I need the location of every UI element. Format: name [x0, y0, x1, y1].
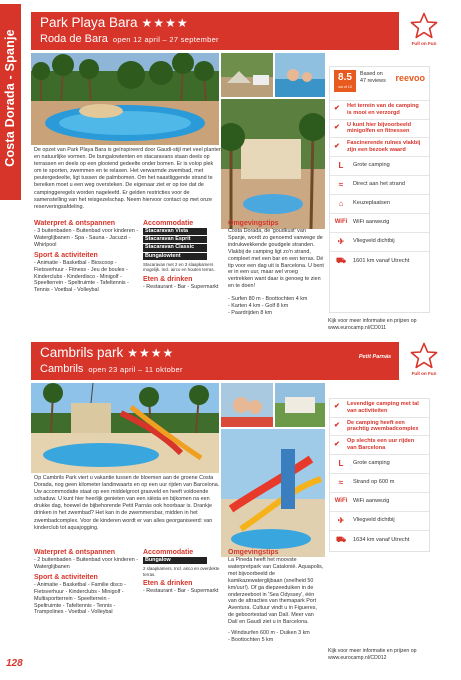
airplane-icon: ✈ [337, 515, 345, 525]
accommodatie-section: Accommodatie Stacaravan Vista Stacaravan Esprit Stacaravan Classic Bungalowtent Stacaravan met 2 en 3 slaapkamers mogelijk. Incl. airco en houten terras. Eten & drinken - Restaurant - Bar - Supermarkt [143, 220, 219, 290]
highlight-item: ✔ Levendige camping met tal van activiteiten [330, 399, 429, 418]
highlight-item: ✔ Fascinerende ruïnes vlakbij zijn een bezoek waard [330, 138, 429, 157]
star-icon [410, 342, 438, 370]
star-rating: ★★★★ [127, 346, 175, 360]
beach-icon: ≈ [338, 179, 344, 189]
car-icon: ⛟ [335, 535, 347, 544]
omgeving-section: Omgevingstips Costa Dorada, de 'goudkust' van Spanje, wordt zo genoemd vanwege de indrukwekkende goudgele stranden. Vlakbij de camping ligt zo'n strand, compleet met een bar en een terras. Dé tip voor een dag uit is Barcelona. U bent er in een uur, maar wel vroeg vertrekken want daar is genoeg te zien en te doen! - Surfen 80 m - Boottochten 4 km - Karten 4 km - Golf 8 km - Paardrijden 8 km [228, 220, 324, 316]
park-photo-tents [221, 53, 273, 97]
facility-item: L Grote camping [330, 157, 429, 176]
facility-item: ≈ Direct aan het strand [330, 176, 429, 195]
facility-item: ⛟ 1601 km vanaf Utrecht [335, 256, 410, 265]
park-location: Roda de Bara [40, 33, 108, 45]
highlight-item: ✔ De camping heeft een prachtig zwembadcomplex [330, 418, 429, 437]
waterpret-section: Waterpret & ontspannen - 2 buitenbaden - Buitenbad voor kinderen - Waterglijbanen Sport & activiteiten - Animatie - Basketbal - Familie disco - Fietsverhuur - Kinderclubs - Minigolf - Multisportterrein - Speelterrein - Speltruimte - Tafeltennis - Tennis - Trampolines - Voetbal - Volleybal [34, 549, 138, 616]
sidebar [0, 0, 21, 680]
park-location: Cambrils [40, 363, 84, 375]
beach-icon: ≈ [338, 477, 344, 487]
car-icon: ⛟ [335, 256, 347, 265]
check-icon: ✔ [334, 403, 340, 411]
pool-size-icon: L [338, 160, 344, 170]
park-header [31, 342, 399, 380]
more-info-link[interactable]: Kijk voor meer informatie en prijzen op www.eurocamp.nl/CD011 [328, 318, 417, 331]
full-on-fun-badge: Full on Fun [402, 342, 446, 402]
park-photo-garden [221, 99, 325, 229]
park-header [31, 12, 399, 50]
reevoo-logo: reevoo [395, 73, 425, 83]
waterpret-section: Waterpret & ontspannen - 3 buitenbaden - Buitenbad voor kinderen - Waterglijbanen - Spa - Sauna - Jacuzzi - Whirlpool Sport & activiteiten - Animatie - Basketbal - Bioscoop - Fietsverhuur - Fitness - Jeu de boules - Kinderclubs - Kinderdisco - Minigolf - Speelterrein - Speltruimte - Tafeltennis - Tennis - Voetbal - Volleybal [34, 220, 138, 294]
check-icon: ✔ [334, 421, 340, 429]
park-photo-pool [31, 383, 219, 473]
park-photo-kids [221, 383, 273, 427]
park-season: open 12 april – 27 september [112, 35, 219, 44]
park-season: open 23 april – 11 oktober [88, 365, 183, 374]
accommodation-item: Bungalowtent [143, 253, 207, 260]
park-name: Park Playa Bara [40, 15, 138, 30]
highlight-item: ✔ Het terrein van de camping is mooi en verzorgd [330, 101, 429, 120]
check-icon: ✔ [334, 440, 340, 448]
highlight-item: ✔ Op slechts een uur rijden van Barcelona [330, 436, 429, 455]
accommodation-item: Bungalow [143, 557, 207, 564]
facility-item: ✈ Vliegveld dichtbij [330, 512, 429, 531]
facility-item: ✈ Vliegveld dichtbij [330, 233, 429, 252]
page-number: 128 [6, 658, 23, 669]
check-icon: ✔ [334, 123, 340, 131]
full-on-fun-badge: Full on Fun [402, 12, 446, 72]
star-rating: ★★★★ [141, 16, 189, 30]
facility-item: ⌂ Keuzeplaatsen [330, 195, 429, 214]
review-score: 8.5 out of 10 [334, 70, 356, 92]
facility-item: ≈ Strand op 600 m [330, 474, 429, 493]
star-icon [410, 12, 438, 40]
more-info-link[interactable]: Kijk voor meer informatie en prijzen op www.eurocamp.nl/CD012 [328, 648, 417, 661]
info-box [329, 66, 430, 313]
omgeving-section: Omgevingstips La Pineda heeft het moovste waterpretpark van Catalonië. Aquapolis, met bijvoorbeeld de kamikazewaterglijbaan (snelheid 50 km/uur!). Of ga diepzeeduiken in de onderzeeboot in 'Sea Odyssey', één van de attracties van themapark Port Aventura. Cultuur vindt u in Figueres, de geboortestad van Dalí. Meer van Dalí en Gaudí ziet u in Barcelona. - Windsurfen 600 m - Duiken 3 km - Boottochten 5 km [228, 549, 324, 643]
tent-icon: ⌂ [338, 198, 344, 208]
check-icon: ✔ [334, 105, 340, 113]
park-photo-pool [31, 53, 219, 145]
park-photo-family [275, 53, 325, 97]
review-block: 8.5 out of 10 Based on 47 reviews reevoo [330, 67, 429, 101]
region-label: Costa Dorada - Spanje [3, 29, 17, 167]
accommodatie-section: Accommodatie Bungalow 2 slaapkamers. Incl. airco en overdekte terras. Eten & drinken - Restaurant - Bar - Supermarkt [143, 549, 220, 595]
info-box [329, 398, 430, 552]
accommodation-item: Stacaravan Vista [143, 228, 207, 235]
wifi-icon: WiFi [334, 218, 348, 225]
airplane-icon: ✈ [337, 236, 345, 246]
petit-parnas-logo: Petit Parnás [358, 344, 394, 404]
accommodation-item: Stacaravan Classic [143, 244, 207, 251]
park-description: Op Cambrils Park viert u vakantie tussen de bloemen aan de groene Costa Dorada, nog geen kilometer landinwaarts en op een uur rijden van Barcelona. Uw accommodatie staat op een middelgroot grasveld en heeft voldoende schaduw. U kunt hier heerlijk genieten van een siësta en bijkomen na een drukke dag, hoewel de bijbehorende Petit Parnás ook hoorbaar is. Drankje drinken in het zwembad? Het kan in de zwemmersbar, midden in het zwembadcomplex. Voor de kinderen wordt er van alles georganiseerd: van kinderclub tot aquajogging. [34, 475, 220, 531]
park-description: De opzet van Park Playa Bara is geïnspireerd door Gaudi-stijl met veel planten en natuurlijke vormen. De bungalowtenten en stacaravans staan deels op terrassen en deels op een glooiend gedeelte onder bomen. Er is volop plek om te sporten, zwemmen en te relaxen. Het verwarmde zwembad, met peutergedeelte, ligt tussen de palmbomen. Om het naastliggende strand te bereiken moet u een weg oversteken. De eigenaar ziet er op toe dat de campinggeregels worden nageleefd. Er gelden restricties voor de samenstelling van het reisgezelschap. Neem hiervoor contact op met onze reserveringsafdeling. [34, 147, 222, 210]
park-photo-bungalow [275, 383, 325, 427]
highlight-item: ✔ U kunt hier bijvoorbeeld minigolfen en fitnessen [330, 120, 429, 139]
facility-item: WiFi WiFi aanwezig [330, 493, 429, 512]
facility-item: ⛟ 1634 km vanaf Utrecht [335, 535, 410, 544]
pool-size-icon: L [338, 458, 344, 468]
park-name: Cambrils park [40, 345, 124, 360]
accommodation-item: Stacaravan Esprit [143, 236, 207, 243]
facility-item: L Grote camping [330, 455, 429, 474]
park-photo-slides [221, 429, 325, 557]
facility-item: WiFi WiFi aanwezig [330, 214, 429, 233]
check-icon: ✔ [334, 142, 340, 150]
wifi-icon: WiFi [334, 497, 348, 504]
